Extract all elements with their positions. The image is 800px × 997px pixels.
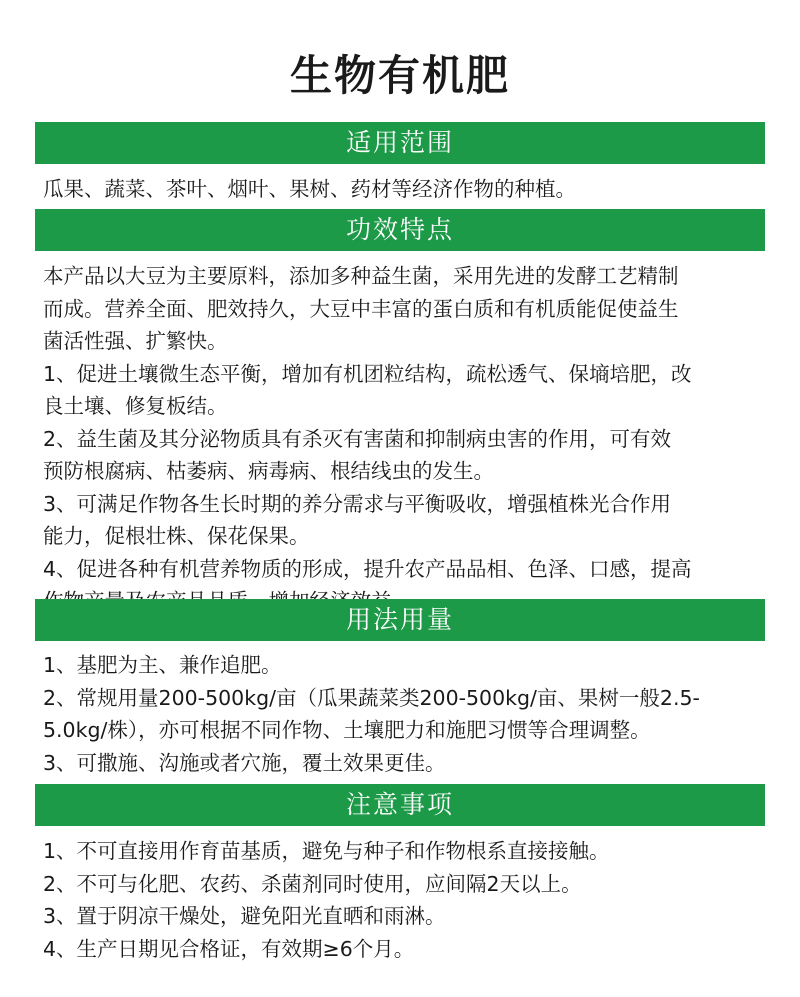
text-line: 3、置于阴凉干燥处，避免阳光直晒和雨淋。: [43, 904, 446, 928]
text-line: 能力，促根壮株、保花保果。: [43, 524, 310, 548]
text-line: 2、益生菌及其分泌物质具有杀灭有害菌和抑制病虫害的作用，可有效: [43, 426, 672, 451]
section-body-usage: [43, 649, 765, 779]
text-line: 而成。营养全面、肥效持久，大豆中丰富的蛋白质和有机质能促使益生: [43, 296, 679, 321]
text-line: 2、不可与化肥、农药、杀菌剂同时使用，应间隔2天以上。: [43, 871, 582, 896]
text-line: 2、常规用量200-500kg/亩（瓜果蔬菜类200-500kg/亩、果树一般2.5-: [43, 685, 700, 710]
text-line: 5.0kg/株），亦可根据不同作物、土壤肥力和施肥习惯等合理调整。: [43, 718, 651, 742]
text-line: 4、生产日期见合格证，有效期≥6个月。: [43, 936, 415, 961]
text-line: 1、基肥为主、兼作追肥。: [43, 653, 282, 677]
section-header-usage: 用法用量: [35, 599, 765, 641]
section-header-effects: 功效特点: [35, 209, 765, 251]
section-body-scope: [43, 173, 765, 206]
section-body-effects: [43, 260, 765, 618]
section-header-scope: 适用范围: [35, 122, 765, 164]
section-header-notes: 注意事项: [35, 784, 765, 826]
text-line: 预防根腐病、枯萎病、病毒病、根结线虫的发生。: [43, 459, 494, 483]
text-line: 1、不可直接用作育苗基质，避免与种子和作物根系直接接触。: [43, 839, 610, 863]
text-line: 4、促进各种有机营养物质的形成，提升农产品品相、色泽、口感，提高: [43, 556, 692, 581]
text-line: 瓜果、蔬菜、茶叶、烟叶、果树、药材等经济作物的种植。: [43, 177, 576, 201]
text-line: 本产品以大豆为主要原料，添加多种益生菌，采用先进的发酵工艺精制: [43, 264, 679, 288]
text-line: 1、促进土壤微生态平衡，增加有机团粒结构，疏松透气、保墒培肥，改: [43, 361, 692, 386]
text-line: 菌活性强、扩繁快。: [43, 329, 228, 353]
section-body-notes: [43, 835, 765, 965]
page-title: 生物有机肥: [289, 51, 510, 100]
text-line: 3、可满足作物各生长时期的养分需求与平衡吸收，增强植株光合作用: [43, 491, 672, 516]
text-line: 良土壤、修复板结。: [43, 394, 228, 418]
text-line: 3、可撒施、沟施或者穴施，覆土效果更佳。: [43, 750, 446, 775]
